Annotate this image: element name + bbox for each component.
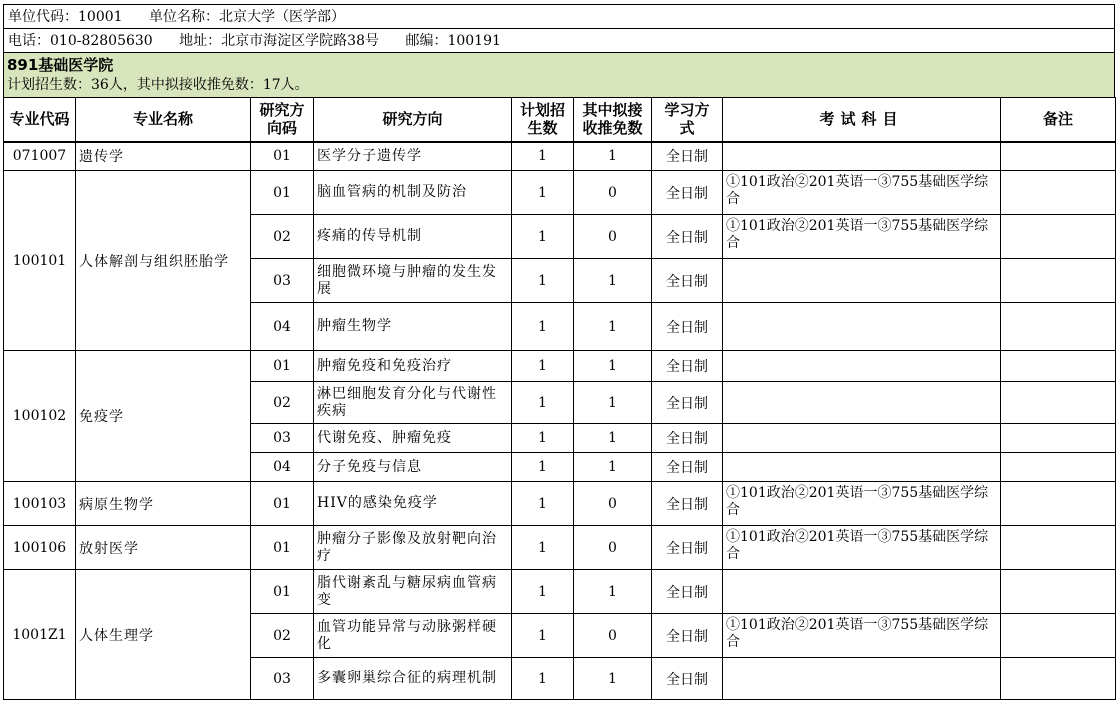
col-major-name: 专业名称 [76, 98, 251, 142]
direction-code: 01 [251, 351, 314, 382]
direction: 肿瘤生物学 [314, 303, 512, 351]
major-code: 100106 [4, 526, 76, 570]
plan-count: 1 [512, 570, 574, 614]
study-mode: 全日制 [652, 171, 723, 215]
notes [1001, 570, 1116, 614]
exam-subjects [723, 142, 1001, 171]
direction-code: 03 [251, 259, 314, 303]
recommend-count: 1 [574, 658, 652, 700]
study-mode: 全日制 [652, 351, 723, 382]
postcode: 邮编：100191 [405, 33, 501, 49]
major-code: 100103 [4, 482, 76, 526]
plan-count: 1 [512, 614, 574, 658]
direction-code: 04 [251, 453, 314, 482]
exam-subjects: ①101政治②201英语一③755基础医学综合 [723, 526, 1001, 570]
exam-subjects [723, 658, 1001, 700]
study-mode: 全日制 [652, 526, 723, 570]
major-name: 病原生物学 [76, 482, 251, 526]
study-mode: 全日制 [652, 303, 723, 351]
plan-count: 1 [512, 658, 574, 700]
exam-subjects [723, 259, 1001, 303]
col-recommend: 其中拟接 收推免数 [574, 98, 652, 142]
major-name: 放射医学 [76, 526, 251, 570]
plan-count: 1 [512, 351, 574, 382]
direction-code: 01 [251, 142, 314, 171]
major-name: 人体生理学 [76, 570, 251, 700]
major-code: 071007 [4, 142, 76, 171]
recommend-count: 1 [574, 382, 652, 424]
plan-count: 1 [512, 215, 574, 259]
direction-code: 03 [251, 658, 314, 700]
study-mode: 全日制 [652, 453, 723, 482]
direction-code: 01 [251, 482, 314, 526]
col-plan: 计划招 生数 [512, 98, 574, 142]
col-exam-subjects: 考试科目 [723, 98, 1001, 142]
study-mode: 全日制 [652, 259, 723, 303]
exam-subjects [723, 303, 1001, 351]
notes [1001, 453, 1116, 482]
col-direction-code: 研究方 向码 [251, 98, 314, 142]
exam-subjects: ①101政治②201英语一③755基础医学综合 [723, 215, 1001, 259]
major-code: 1001Z1 [4, 570, 76, 700]
plan-count: 1 [512, 482, 574, 526]
direction-code: 04 [251, 303, 314, 351]
study-mode: 全日制 [652, 424, 723, 453]
study-mode: 全日制 [652, 614, 723, 658]
major-code: 100101 [4, 171, 76, 351]
direction: HIV的感染免疫学 [314, 482, 512, 526]
direction: 脑血管病的机制及防治 [314, 171, 512, 215]
direction-code: 03 [251, 424, 314, 453]
department-banner [3, 52, 1115, 97]
exam-subjects: ①101政治②201英语一③755基础医学综合 [723, 614, 1001, 658]
exam-subjects [723, 382, 1001, 424]
contact-info-row [3, 28, 1115, 52]
unit-name: 单位名称：北京大学（医学部） [149, 9, 345, 25]
exam-subjects [723, 351, 1001, 382]
table-row [4, 171, 1116, 215]
direction: 疼痛的传导机制 [314, 215, 512, 259]
plan-count: 1 [512, 303, 574, 351]
phone: 电话：010-82805630 [8, 33, 153, 49]
direction-code: 02 [251, 382, 314, 424]
recommend-count: 1 [574, 453, 652, 482]
study-mode: 全日制 [652, 570, 723, 614]
exam-subjects [723, 453, 1001, 482]
direction-code: 01 [251, 526, 314, 570]
table-row [4, 526, 1116, 570]
table-row [4, 482, 1116, 526]
direction: 细胞微环境与肿瘤的发生发展 [314, 259, 512, 303]
recommend-count: 0 [574, 171, 652, 215]
notes [1001, 351, 1116, 382]
recommend-count: 0 [574, 526, 652, 570]
plan-count: 1 [512, 453, 574, 482]
direction: 多囊卵巢综合征的病理机制 [314, 658, 512, 700]
direction-code: 02 [251, 215, 314, 259]
recommend-count: 1 [574, 142, 652, 171]
notes [1001, 303, 1116, 351]
unit-info-row [3, 4, 1115, 28]
direction: 脂代谢紊乱与糖尿病血管病变 [314, 570, 512, 614]
plan-count: 1 [512, 424, 574, 453]
notes [1001, 482, 1116, 526]
study-mode: 全日制 [652, 215, 723, 259]
table-row [4, 570, 1116, 614]
recommend-count: 1 [574, 424, 652, 453]
notes [1001, 259, 1116, 303]
col-direction: 研究方向 [314, 98, 512, 142]
notes [1001, 171, 1116, 215]
exam-subjects: ①101政治②201英语一③755基础医学综合 [723, 482, 1001, 526]
recommend-count: 1 [574, 570, 652, 614]
plan-count: 1 [512, 171, 574, 215]
study-mode: 全日制 [652, 142, 723, 171]
recommend-count: 0 [574, 482, 652, 526]
direction: 代谢免疫、肿瘤免疫 [314, 424, 512, 453]
unit-code: 单位代码：10001 [8, 9, 123, 25]
study-mode: 全日制 [652, 382, 723, 424]
major-name: 免疫学 [76, 351, 251, 482]
direction: 肿瘤分子影像及放射靶向治疗 [314, 526, 512, 570]
address: 地址：北京市海淀区学院路38号 [179, 33, 379, 49]
major-code: 100102 [4, 351, 76, 482]
exam-subjects: ①101政治②201英语一③755基础医学综合 [723, 171, 1001, 215]
catalog-sheet [3, 4, 1115, 700]
department-name: 891基础医学院 [7, 56, 114, 74]
direction: 肿瘤免疫和免疫治疗 [314, 351, 512, 382]
table-header-row [4, 98, 1116, 142]
direction: 医学分子遗传学 [314, 142, 512, 171]
notes [1001, 142, 1116, 171]
department-plan: 计划招生数：36人，其中拟接收推免数：17人。 [7, 77, 309, 93]
major-name: 人体解剖与组织胚胎学 [76, 171, 251, 351]
notes [1001, 614, 1116, 658]
plan-count: 1 [512, 142, 574, 171]
recommend-count: 0 [574, 215, 652, 259]
direction: 淋巴细胞发育分化与代谢性疾病 [314, 382, 512, 424]
table-row [4, 351, 1116, 382]
direction: 分子免疫与信息 [314, 453, 512, 482]
recommend-count: 0 [574, 614, 652, 658]
notes [1001, 382, 1116, 424]
major-name: 遗传学 [76, 142, 251, 171]
exam-subjects [723, 570, 1001, 614]
col-study-mode: 学习方 式 [652, 98, 723, 142]
col-major-code: 专业代码 [4, 98, 76, 142]
direction-code: 01 [251, 570, 314, 614]
notes [1001, 424, 1116, 453]
plan-count: 1 [512, 259, 574, 303]
col-notes: 备注 [1001, 98, 1116, 142]
exam-subjects [723, 424, 1001, 453]
recommend-count: 1 [574, 303, 652, 351]
direction: 血管功能异常与动脉粥样硬化 [314, 614, 512, 658]
table-row [4, 142, 1116, 171]
study-mode: 全日制 [652, 482, 723, 526]
study-mode: 全日制 [652, 658, 723, 700]
direction-code: 02 [251, 614, 314, 658]
notes [1001, 215, 1116, 259]
plan-count: 1 [512, 382, 574, 424]
notes [1001, 658, 1116, 700]
recommend-count: 1 [574, 351, 652, 382]
program-table [3, 97, 1116, 700]
direction-code: 01 [251, 171, 314, 215]
notes [1001, 526, 1116, 570]
plan-count: 1 [512, 526, 574, 570]
recommend-count: 1 [574, 259, 652, 303]
